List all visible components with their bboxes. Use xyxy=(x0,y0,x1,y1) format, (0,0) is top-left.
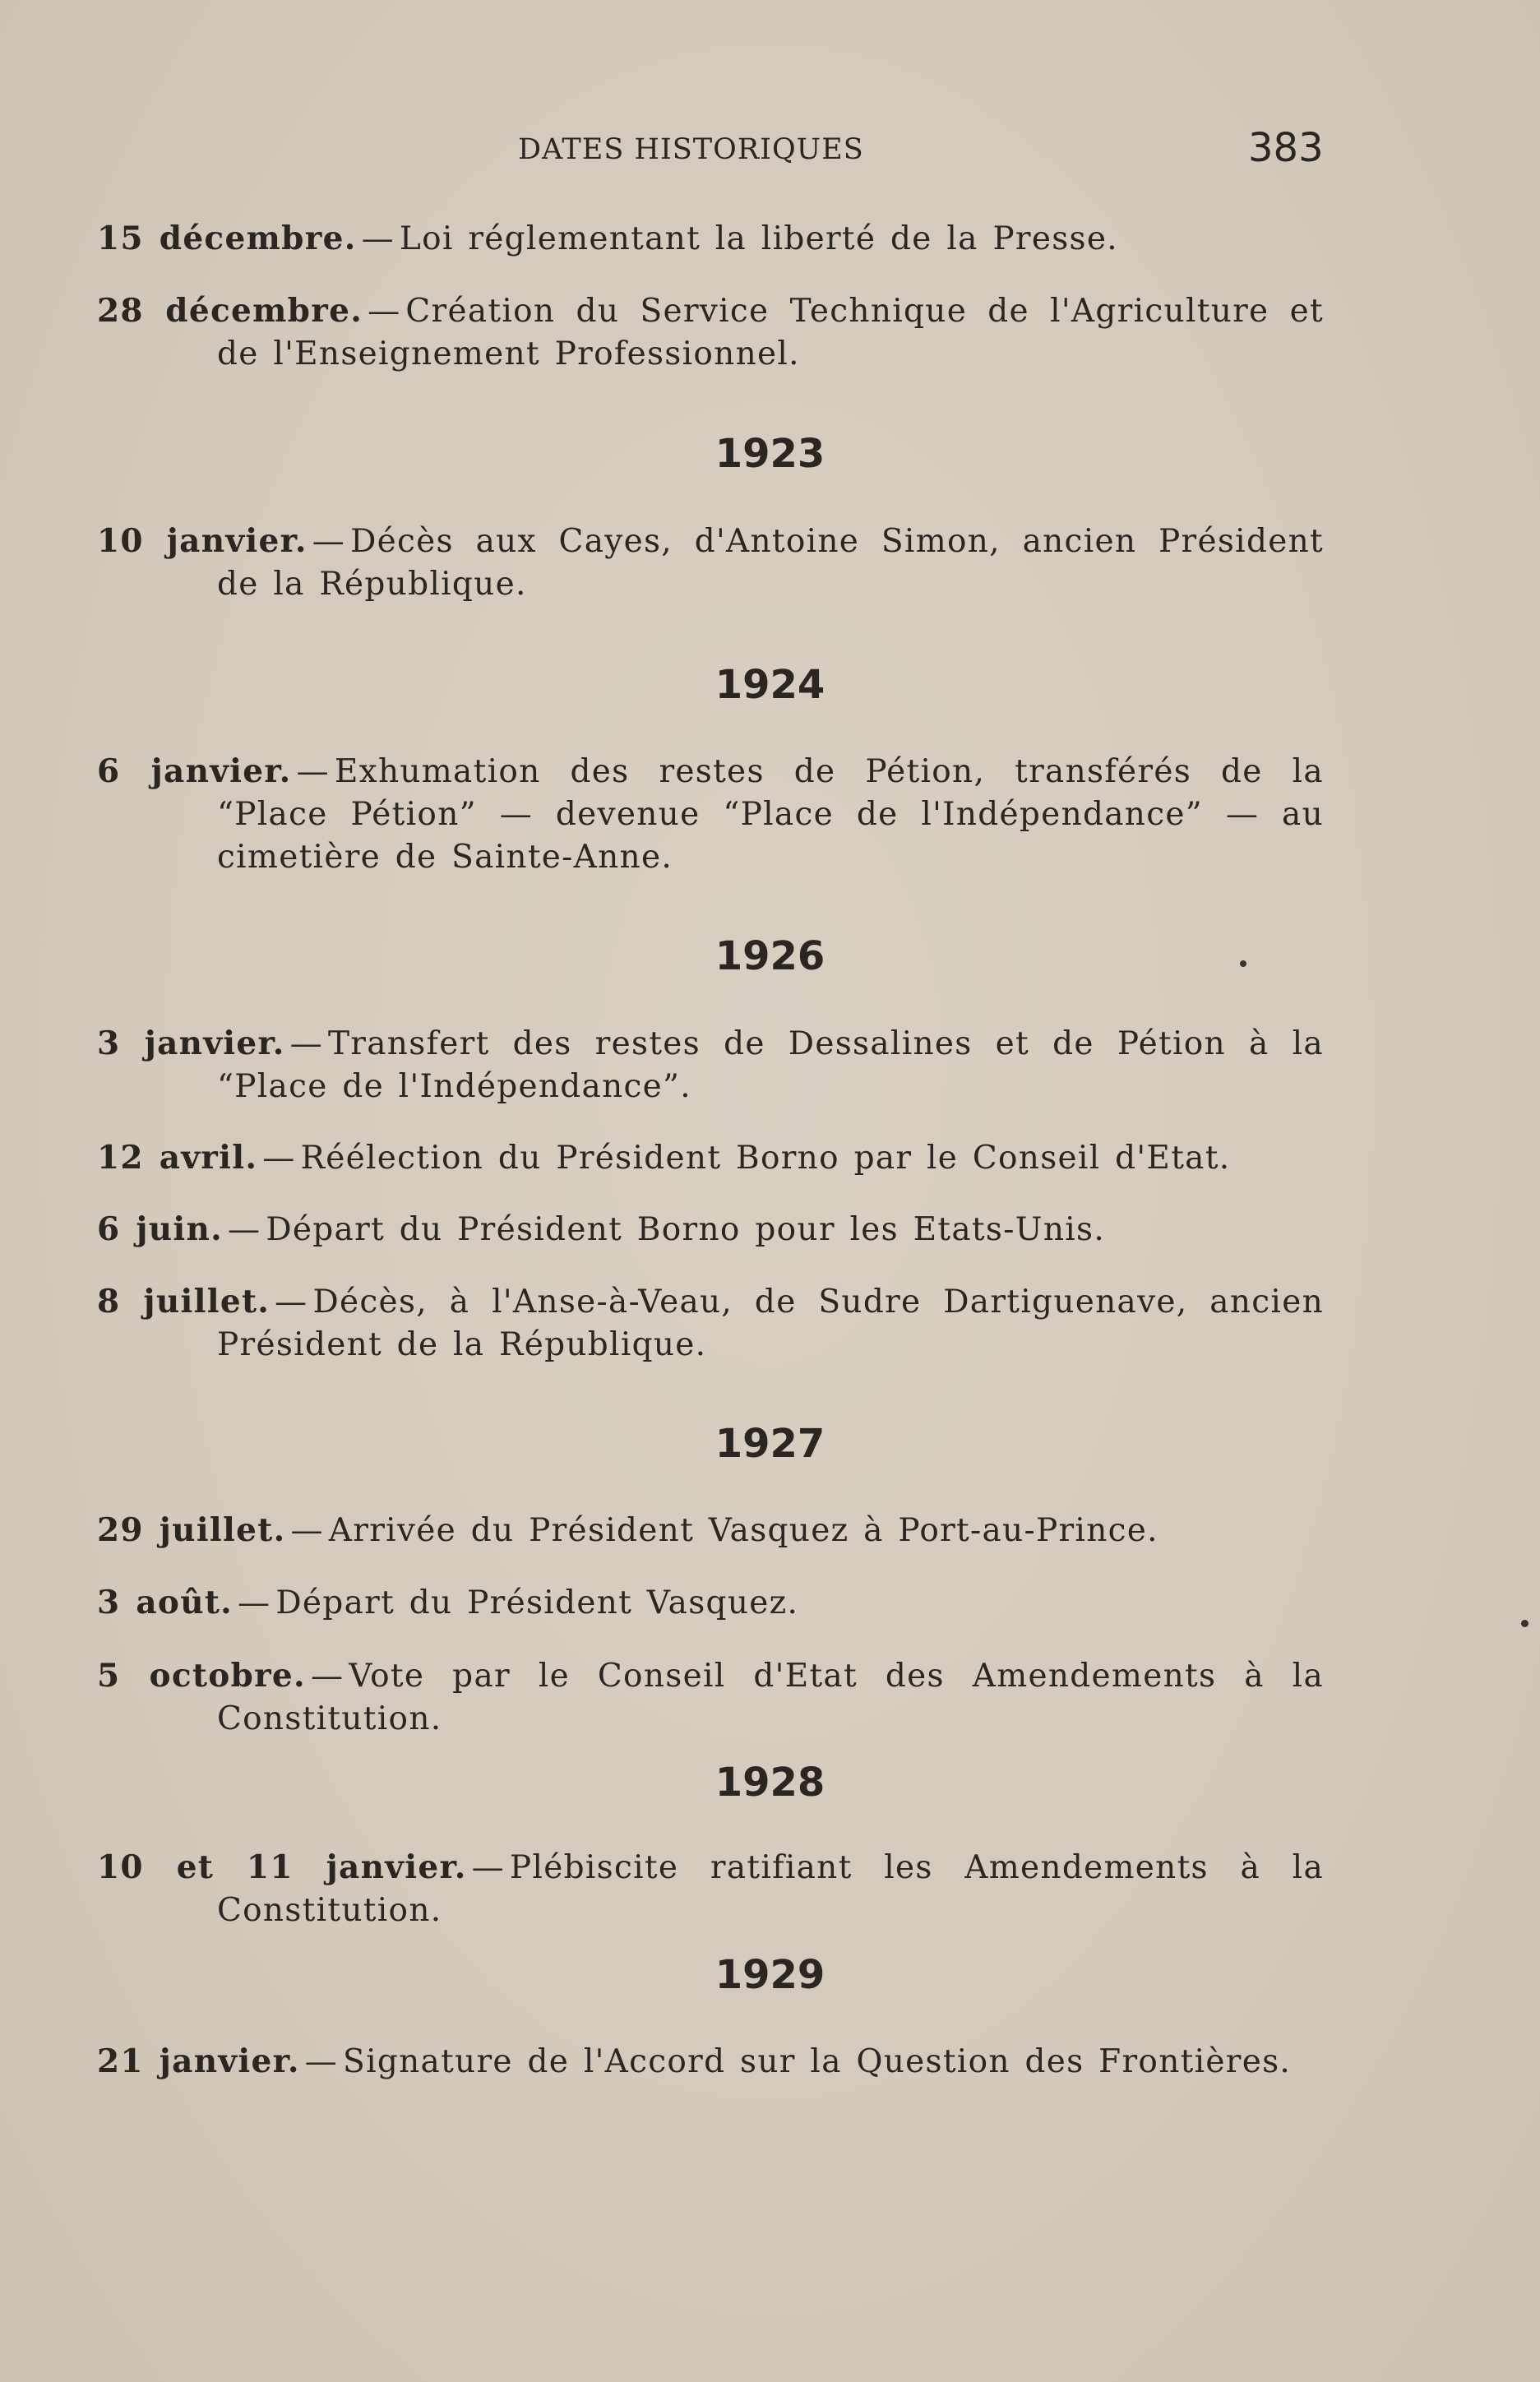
em-dash: — xyxy=(238,1584,271,1621)
entry-date: 3 janvier. xyxy=(97,1024,285,1062)
year-heading-1926: 1926 xyxy=(715,933,825,979)
entry-text: Arrivée du Président Vasquez à Port-au-Prince. xyxy=(328,1512,1158,1549)
entry-6-janvier xyxy=(97,750,1324,879)
entry-text: Signature de l'Accord sur la Question des Frontières. xyxy=(343,2043,1292,2080)
entry-date: 3 août. xyxy=(97,1584,234,1621)
year-heading-1923: 1923 xyxy=(715,431,825,477)
entry-text: Départ du Président Borno pour les Etats-Unis. xyxy=(266,1211,1106,1248)
entry-29-juillet xyxy=(97,1509,1324,1552)
entry-6-juin xyxy=(97,1208,1324,1251)
entry-date: 8 juillet. xyxy=(97,1283,271,1321)
entry-date: 5 octobre. xyxy=(97,1657,306,1695)
em-dash: — xyxy=(228,1211,261,1248)
entry-date: 12 avril. xyxy=(97,1139,258,1177)
em-dash: — xyxy=(471,1849,505,1886)
year-heading-1929: 1929 xyxy=(715,1952,825,1998)
em-dash: — xyxy=(304,2043,339,2080)
em-dash: — xyxy=(312,523,346,560)
entry-10-janvier xyxy=(97,520,1324,606)
year-heading-1928: 1928 xyxy=(715,1760,825,1806)
entry-8-juillet xyxy=(97,1280,1324,1367)
year-heading-1927: 1927 xyxy=(715,1421,825,1467)
entry-date: 15 décembre. xyxy=(97,220,357,257)
entry-text: Décès aux Cayes, d'Antoine Simon, ancien Président de la République. xyxy=(217,523,1324,603)
entry-text: Réélection du Président Borno par le Conseil d'Etat. xyxy=(300,1140,1231,1177)
entry-21-janvier xyxy=(97,2040,1324,2084)
entry-date: 6 janvier. xyxy=(97,752,292,790)
entry-date: 29 juillet. xyxy=(97,1511,286,1549)
entry-date: 28 décembre. xyxy=(97,292,363,330)
ink-speck xyxy=(1240,960,1246,967)
entry-text: Vote par le Conseil d'Etat des Amendements à la Constitution. xyxy=(217,1658,1324,1737)
entry-date: 10 janvier. xyxy=(97,522,308,560)
em-dash: — xyxy=(368,293,401,330)
em-dash: — xyxy=(361,220,395,257)
entry-text: Loi réglementant la liberté de la Presse. xyxy=(399,220,1118,257)
entry-text: Exhumation des restes de Pétion, transférés de la “Place Pétion” — devenue “Place de l'Indépendance” — au cimetière de Sainte-Anne. xyxy=(217,753,1324,876)
em-dash: — xyxy=(289,1025,323,1062)
entry-text: Transfert des restes de Dessalines et de Pétion à la “Place de l'Indépendance”. xyxy=(217,1025,1324,1105)
entry-text: Départ du Président Vasquez. xyxy=(275,1584,799,1621)
entry-text: Création du Service Technique de l'Agriculture et de l'Enseignement Professionnel. xyxy=(217,293,1324,372)
em-dash: — xyxy=(310,1658,345,1695)
em-dash: — xyxy=(290,1512,324,1549)
entry-date: 10 et 11 janvier. xyxy=(97,1848,467,1886)
entry-text: Plébiscite ratifiant les Amendements à la Constitution. xyxy=(217,1849,1325,1929)
ink-speck xyxy=(1521,1620,1528,1627)
entry-10-et-11-janvier xyxy=(97,1846,1324,1932)
em-dash: — xyxy=(296,753,330,790)
em-dash: — xyxy=(275,1284,308,1321)
entry-5-octobre xyxy=(97,1654,1324,1741)
entry-15-decembre xyxy=(97,217,1324,261)
entry-3-aout xyxy=(97,1581,1324,1625)
page-number: 383 xyxy=(1248,125,1324,171)
running-title: DATES HISTORIQUES xyxy=(518,133,864,166)
entry-28-decembre xyxy=(97,289,1324,376)
entry-12-avril xyxy=(97,1136,1324,1180)
entry-text: Décès, à l'Anse-à-Veau, de Sudre Dartiguenave, ancien Président de la République. xyxy=(217,1284,1324,1363)
entry-date: 21 janvier. xyxy=(97,2042,300,2080)
year-heading-1924: 1924 xyxy=(715,662,825,708)
entry-date: 6 juin. xyxy=(97,1210,224,1248)
em-dash: — xyxy=(262,1140,296,1177)
entry-3-janvier xyxy=(97,1022,1324,1108)
